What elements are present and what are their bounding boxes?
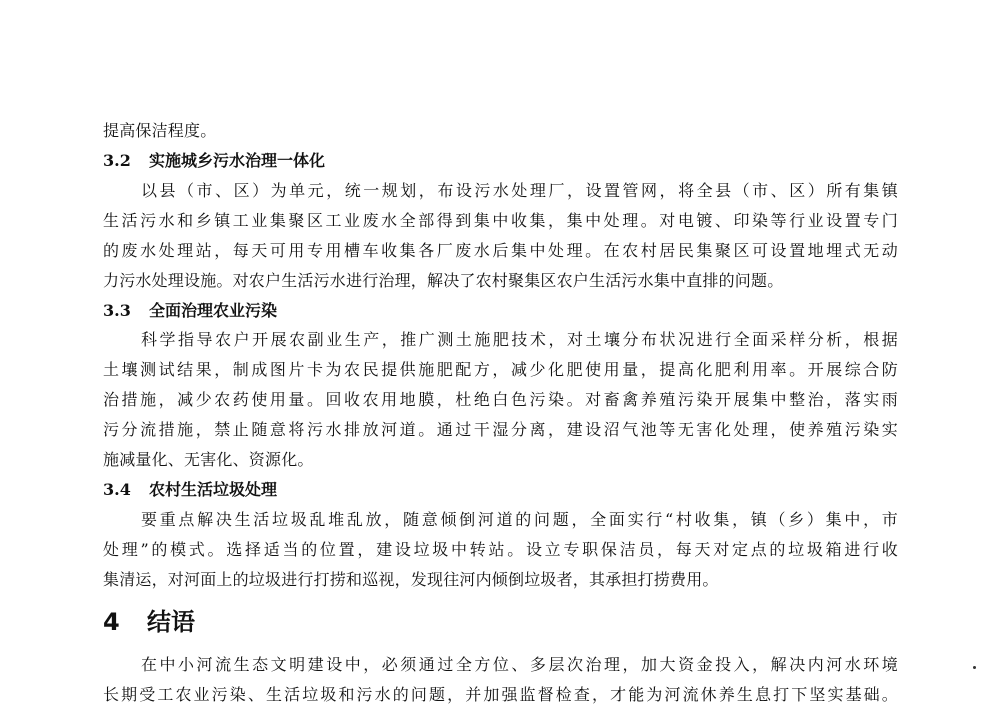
paragraph-line: 长期受工农业污染、生活垃圾和污水的问题，并加强监督检查，才能为河流休养生息打下坚实基础。: [103, 685, 898, 704]
paragraph-line: 以县（市、区）为单元，统一规划，布设污水处理厂，设置管网，将全县（市、区）所有集镇: [141, 181, 898, 200]
paragraph-line: 施减量化、无害化、资源化。: [103, 450, 314, 469]
scan-speck: [973, 666, 976, 669]
paragraph-line: 要重点解决生活垃圾乱堆乱放，随意倾倒河道的问题，全面实行“村收集，镇（乡）集中，市: [141, 510, 898, 529]
chapter-title: 结语: [147, 608, 195, 636]
section-number: 3.4: [103, 480, 131, 499]
paragraph-line: 土壤测试结果，制成图片卡为农民提供施肥配方，减少化肥使用量，提高化肥利用率。开展综合防: [103, 360, 898, 379]
paragraph-line: 提高保洁程度。: [103, 121, 217, 140]
paragraph-line: 治措施，减少农药使用量。回收农用地膜，杜绝白色污染。对畜禽养殖污染开展集中整治，落实雨: [103, 390, 898, 409]
section-number: 3.2: [103, 151, 131, 170]
section-heading-3-4: [103, 480, 277, 500]
section-heading-3-3: [103, 301, 277, 321]
section-number: 3.3: [103, 301, 131, 320]
chapter-number: 4: [103, 608, 120, 636]
paragraph-line: 的废水处理站，每天可用专用槽车收集各厂废水后集中处理。在农村居民集聚区可设置地埋式无动: [103, 241, 898, 260]
paragraph-line: 在中小河流生态文明建设中，必须通过全方位、多层次治理，加大资金投入，解决内河水环境: [141, 655, 898, 674]
section-title: 实施城乡污水治理一体化: [149, 151, 326, 170]
section-title: 农村生活垃圾处理: [149, 480, 278, 499]
section-title: 全面治理农业污染: [149, 301, 278, 320]
paragraph-line: 集清运，对河面上的垃圾进行打捞和巡视，发现往河内倾倒垃圾者，其承担打捞费用。: [103, 570, 719, 589]
section-heading-3-2: [103, 151, 325, 171]
paragraph-line: 力污水处理设施。对农户生活污水进行治理，解决了农村聚集区农户生活污水集中直排的问题。: [103, 271, 784, 290]
chapter-heading-4: [103, 607, 195, 637]
paragraph-line: 处理”的模式。选择适当的位置，建设垃圾中转站。设立专职保洁员，每天对定点的垃圾箱进行收: [103, 540, 898, 559]
paragraph-line: 科学指导农户开展农副业生产，推广测土施肥技术，对土壤分布状况进行全面采样分析，根据: [141, 330, 898, 349]
paragraph-line: 污分流措施，禁止随意将污水排放河道。通过干湿分离，建设沼气池等无害化处理，使养殖污染实: [103, 420, 898, 439]
paragraph-line: 生活污水和乡镇工业集聚区工业废水全部得到集中收集，集中处理。对电镀、印染等行业设置专门: [103, 211, 898, 230]
